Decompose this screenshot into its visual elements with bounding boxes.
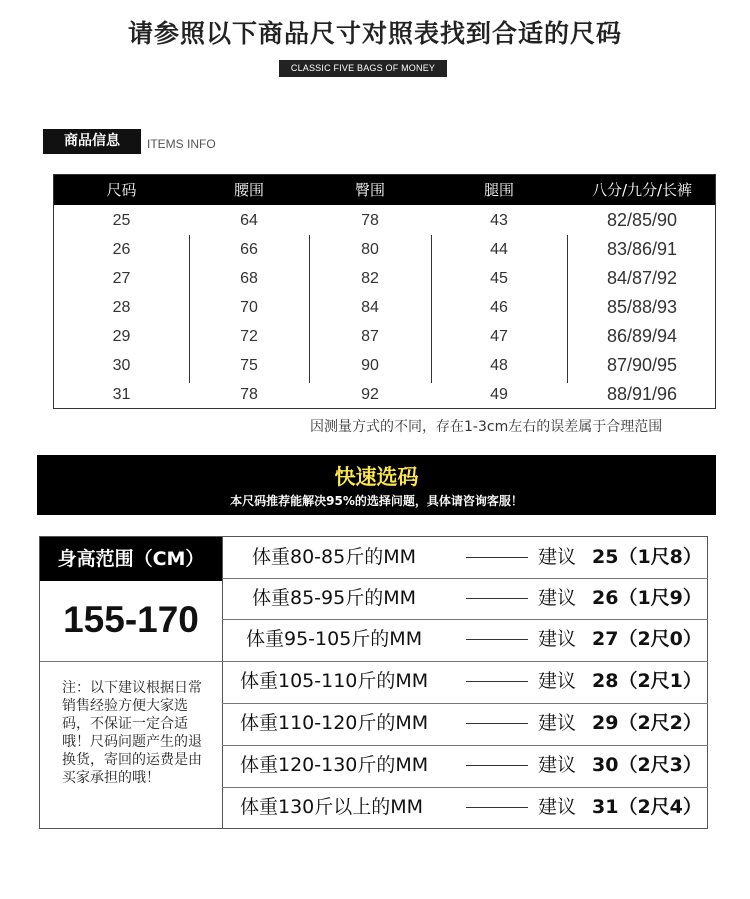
size-table: [53, 174, 716, 409]
cell-thigh: 49: [490, 386, 508, 403]
cell-length: 87/90/95: [606, 355, 678, 375]
recommendation-box: [39, 536, 708, 829]
page-title: 请参照以下商品尺寸对照表找到合适的尺码: [127, 19, 622, 48]
cell-size: 26: [112, 241, 131, 258]
row-divider: [222, 619, 708, 620]
cell-hip: 78: [361, 212, 379, 229]
cell-hip: 87: [361, 328, 379, 345]
header-size: 尺码: [106, 181, 137, 199]
recommendation-row: [222, 661, 708, 702]
cell-thigh: 45: [490, 270, 508, 287]
row-divider: [222, 661, 708, 662]
recommendation-row: [222, 619, 708, 660]
cell-size: 30: [112, 357, 131, 374]
cell-size: 25: [112, 212, 131, 229]
dash-separator: [466, 639, 528, 640]
size-table-header: [54, 175, 715, 205]
cell-length: 85/88/93: [606, 297, 678, 317]
suggested-size: 28（2尺1）: [592, 670, 702, 692]
cell-hip: 90: [361, 357, 379, 374]
cell-size: 29: [112, 328, 131, 345]
cell-waist: 72: [240, 328, 258, 345]
suggest-label: 建议: [538, 712, 577, 734]
dash-separator: [466, 807, 528, 808]
row-divider: [222, 787, 708, 788]
weight-range: 体重105-110斤的MM: [240, 670, 429, 692]
cell-size: 27: [112, 270, 131, 287]
header-hip: 臀围: [354, 181, 385, 199]
dash-separator: [466, 557, 528, 558]
recommendation-row: [222, 787, 708, 828]
suggested-size: 31（2尺4）: [592, 796, 702, 818]
suggest-label: 建议: [538, 587, 577, 609]
weight-range: 体重110-120斤的MM: [240, 712, 429, 734]
suggested-size: 26（1尺9）: [592, 587, 702, 609]
cell-thigh: 46: [490, 299, 508, 316]
quick-select-title: 快速选码: [334, 465, 419, 489]
cell-thigh: 43: [490, 212, 508, 229]
cell-size: 28: [112, 299, 131, 316]
cell-length: 84/87/92: [606, 268, 678, 288]
cell-hip: 82: [361, 270, 379, 287]
suggest-label: 建议: [538, 628, 577, 650]
cell-waist: 66: [240, 241, 258, 258]
weight-range: 体重85-95斤的MM: [252, 587, 416, 609]
quick-select-subtitle: 本尺码推荐能解决95%的选择问题，具体请咨询客服！: [230, 494, 523, 508]
cell-length: 83/86/91: [606, 239, 678, 259]
cell-hip: 84: [361, 299, 379, 316]
section-label: 商品信息: [43, 129, 141, 154]
cell-thigh: 47: [490, 328, 508, 345]
suggest-label: 建议: [538, 670, 577, 692]
dash-separator: [466, 723, 528, 724]
cell-length: 86/89/94: [606, 326, 678, 346]
height-range-label: 身高范围（CM）: [40, 537, 222, 581]
recommendation-row: [222, 578, 708, 619]
recommendation-note: 注：以下建议根据日常销售经验方便大家选码，不保证一定合适哦！尺码问题产生的退换货，寄回的运费是由买家承担的哦！: [62, 680, 202, 786]
weight-range: 体重130斤以上的MM: [240, 796, 424, 818]
cell-thigh: 48: [490, 357, 508, 374]
subtitle-badge: CLASSIC FIVE BAGS OF MONEY: [279, 60, 447, 77]
suggested-size: 25（1尺8）: [592, 546, 702, 568]
cell-size: 31: [112, 386, 131, 403]
recommendation-row: [222, 537, 708, 578]
dash-separator: [466, 598, 528, 599]
measurement-note: 因测量方式的不同，存在1-3cm左右的误差属于合理范围: [310, 419, 663, 435]
weight-range: 体重80-85斤的MM: [252, 546, 416, 568]
recommendation-row: [222, 703, 708, 744]
cell-length: 88/91/96: [606, 384, 678, 404]
header-length: 八分/九分/长裤: [591, 181, 693, 199]
suggested-size: 30（2尺3）: [592, 754, 702, 776]
cell-waist: 70: [240, 299, 258, 316]
cell-waist: 64: [240, 212, 258, 229]
row-divider: [222, 578, 708, 579]
cell-hip: 92: [361, 386, 379, 403]
header-waist: 腰围: [233, 181, 264, 199]
suggest-label: 建议: [538, 546, 577, 568]
cell-thigh: 44: [490, 241, 508, 258]
weight-range: 体重95-105斤的MM: [246, 628, 423, 650]
quick-select-banner: [37, 455, 716, 515]
suggested-size: 27（2尺0）: [592, 628, 702, 650]
dash-separator: [466, 765, 528, 766]
row-divider: [222, 745, 708, 746]
suggested-size: 29（2尺2）: [592, 712, 702, 734]
recommendation-row: [222, 745, 708, 786]
suggest-label: 建议: [538, 796, 577, 818]
section-label-en: ITEMS INFO: [147, 137, 216, 151]
dash-separator: [466, 681, 528, 682]
suggest-label: 建议: [538, 754, 577, 776]
cell-length: 82/85/90: [606, 210, 678, 230]
header-thigh: 腿围: [483, 181, 514, 199]
cell-hip: 80: [361, 241, 379, 258]
cell-waist: 68: [240, 270, 258, 287]
cell-waist: 78: [240, 386, 258, 403]
row-divider: [222, 703, 708, 704]
left-divider: [40, 661, 222, 662]
cell-waist: 75: [240, 357, 258, 374]
height-range-value: 155-170: [63, 599, 199, 640]
weight-range: 体重120-130斤的MM: [240, 754, 429, 776]
